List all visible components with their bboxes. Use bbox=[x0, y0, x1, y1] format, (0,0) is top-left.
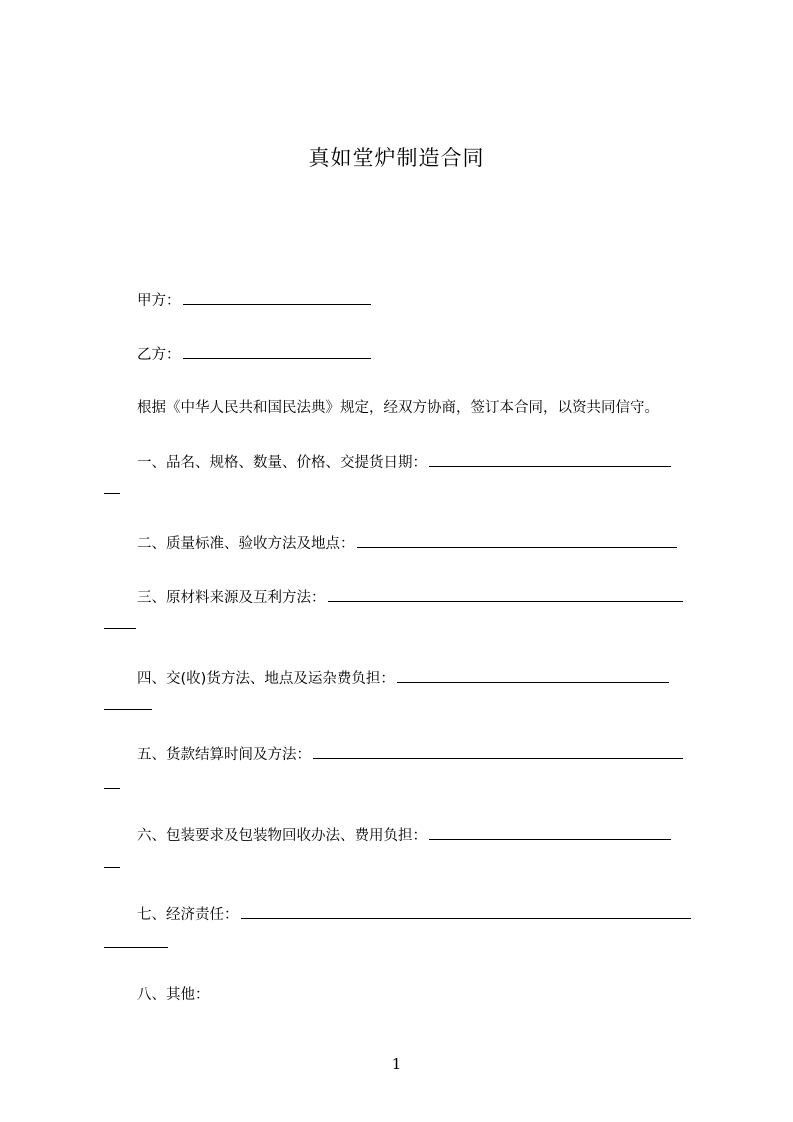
clause-7-continuation bbox=[104, 933, 168, 954]
party-b-blank[interactable] bbox=[183, 344, 371, 359]
party-a-blank[interactable] bbox=[183, 290, 371, 305]
party-a-label: 甲方： bbox=[137, 293, 181, 309]
clause-6-blank-continued[interactable] bbox=[104, 853, 120, 868]
clause-5-blank-continued[interactable] bbox=[104, 774, 120, 789]
clause-4-label: 四、交(收)货方法、地点及运杂费负担： bbox=[137, 671, 395, 687]
clause-2-blank[interactable] bbox=[357, 533, 677, 548]
party-a-line bbox=[137, 290, 793, 311]
clause-1-label: 一、品名、规格、数量、价格、交提货日期： bbox=[137, 455, 427, 471]
clause-3-line bbox=[137, 587, 793, 608]
clause-1-continuation bbox=[104, 479, 120, 500]
clause-4-blank[interactable] bbox=[397, 668, 669, 683]
preamble: 根据《中华人民共和国民法典》规定，经双方协商，签订本合同，以资共同信守。 bbox=[137, 400, 659, 416]
party-b-line bbox=[137, 344, 793, 365]
page-number: 1 bbox=[391, 1055, 402, 1073]
clause-5-line bbox=[137, 744, 793, 765]
page-title: 真如堂炉制造合同 bbox=[308, 146, 485, 170]
clause-7-blank-continued[interactable] bbox=[104, 933, 168, 948]
clause-1-blank[interactable] bbox=[429, 452, 671, 467]
clause-1-line bbox=[137, 452, 793, 473]
clause-8-label: 八、其他： bbox=[137, 987, 210, 1003]
clause-5-label: 五、货款结算时间及方法： bbox=[137, 747, 311, 763]
clause-3-blank-continued[interactable] bbox=[104, 614, 136, 629]
clause-6-blank[interactable] bbox=[429, 825, 671, 840]
clause-7-line bbox=[137, 904, 793, 925]
clause-7-blank[interactable] bbox=[241, 904, 691, 919]
clause-3-label: 三、原材料来源及互利方法： bbox=[137, 590, 326, 606]
clause-5-blank[interactable] bbox=[313, 744, 683, 759]
clause-3-continuation bbox=[104, 614, 136, 635]
clause-4-continuation bbox=[104, 695, 152, 716]
clause-5-continuation bbox=[104, 774, 120, 795]
clause-1-blank-continued[interactable] bbox=[104, 479, 120, 494]
party-b-label: 乙方： bbox=[137, 347, 181, 363]
clause-8-line bbox=[137, 985, 793, 1005]
clause-6-line bbox=[137, 825, 793, 846]
clause-4-blank-continued[interactable] bbox=[104, 695, 152, 710]
clause-4-line bbox=[137, 668, 793, 689]
clause-7-label: 七、经济责任： bbox=[137, 907, 239, 923]
clause-6-continuation bbox=[104, 853, 120, 874]
clause-2-line bbox=[137, 533, 793, 554]
clause-6-label: 六、包装要求及包装物回收办法、费用负担： bbox=[137, 828, 427, 844]
clause-3-blank[interactable] bbox=[328, 587, 683, 602]
clause-2-label: 二、质量标准、验收方法及地点： bbox=[137, 536, 355, 552]
